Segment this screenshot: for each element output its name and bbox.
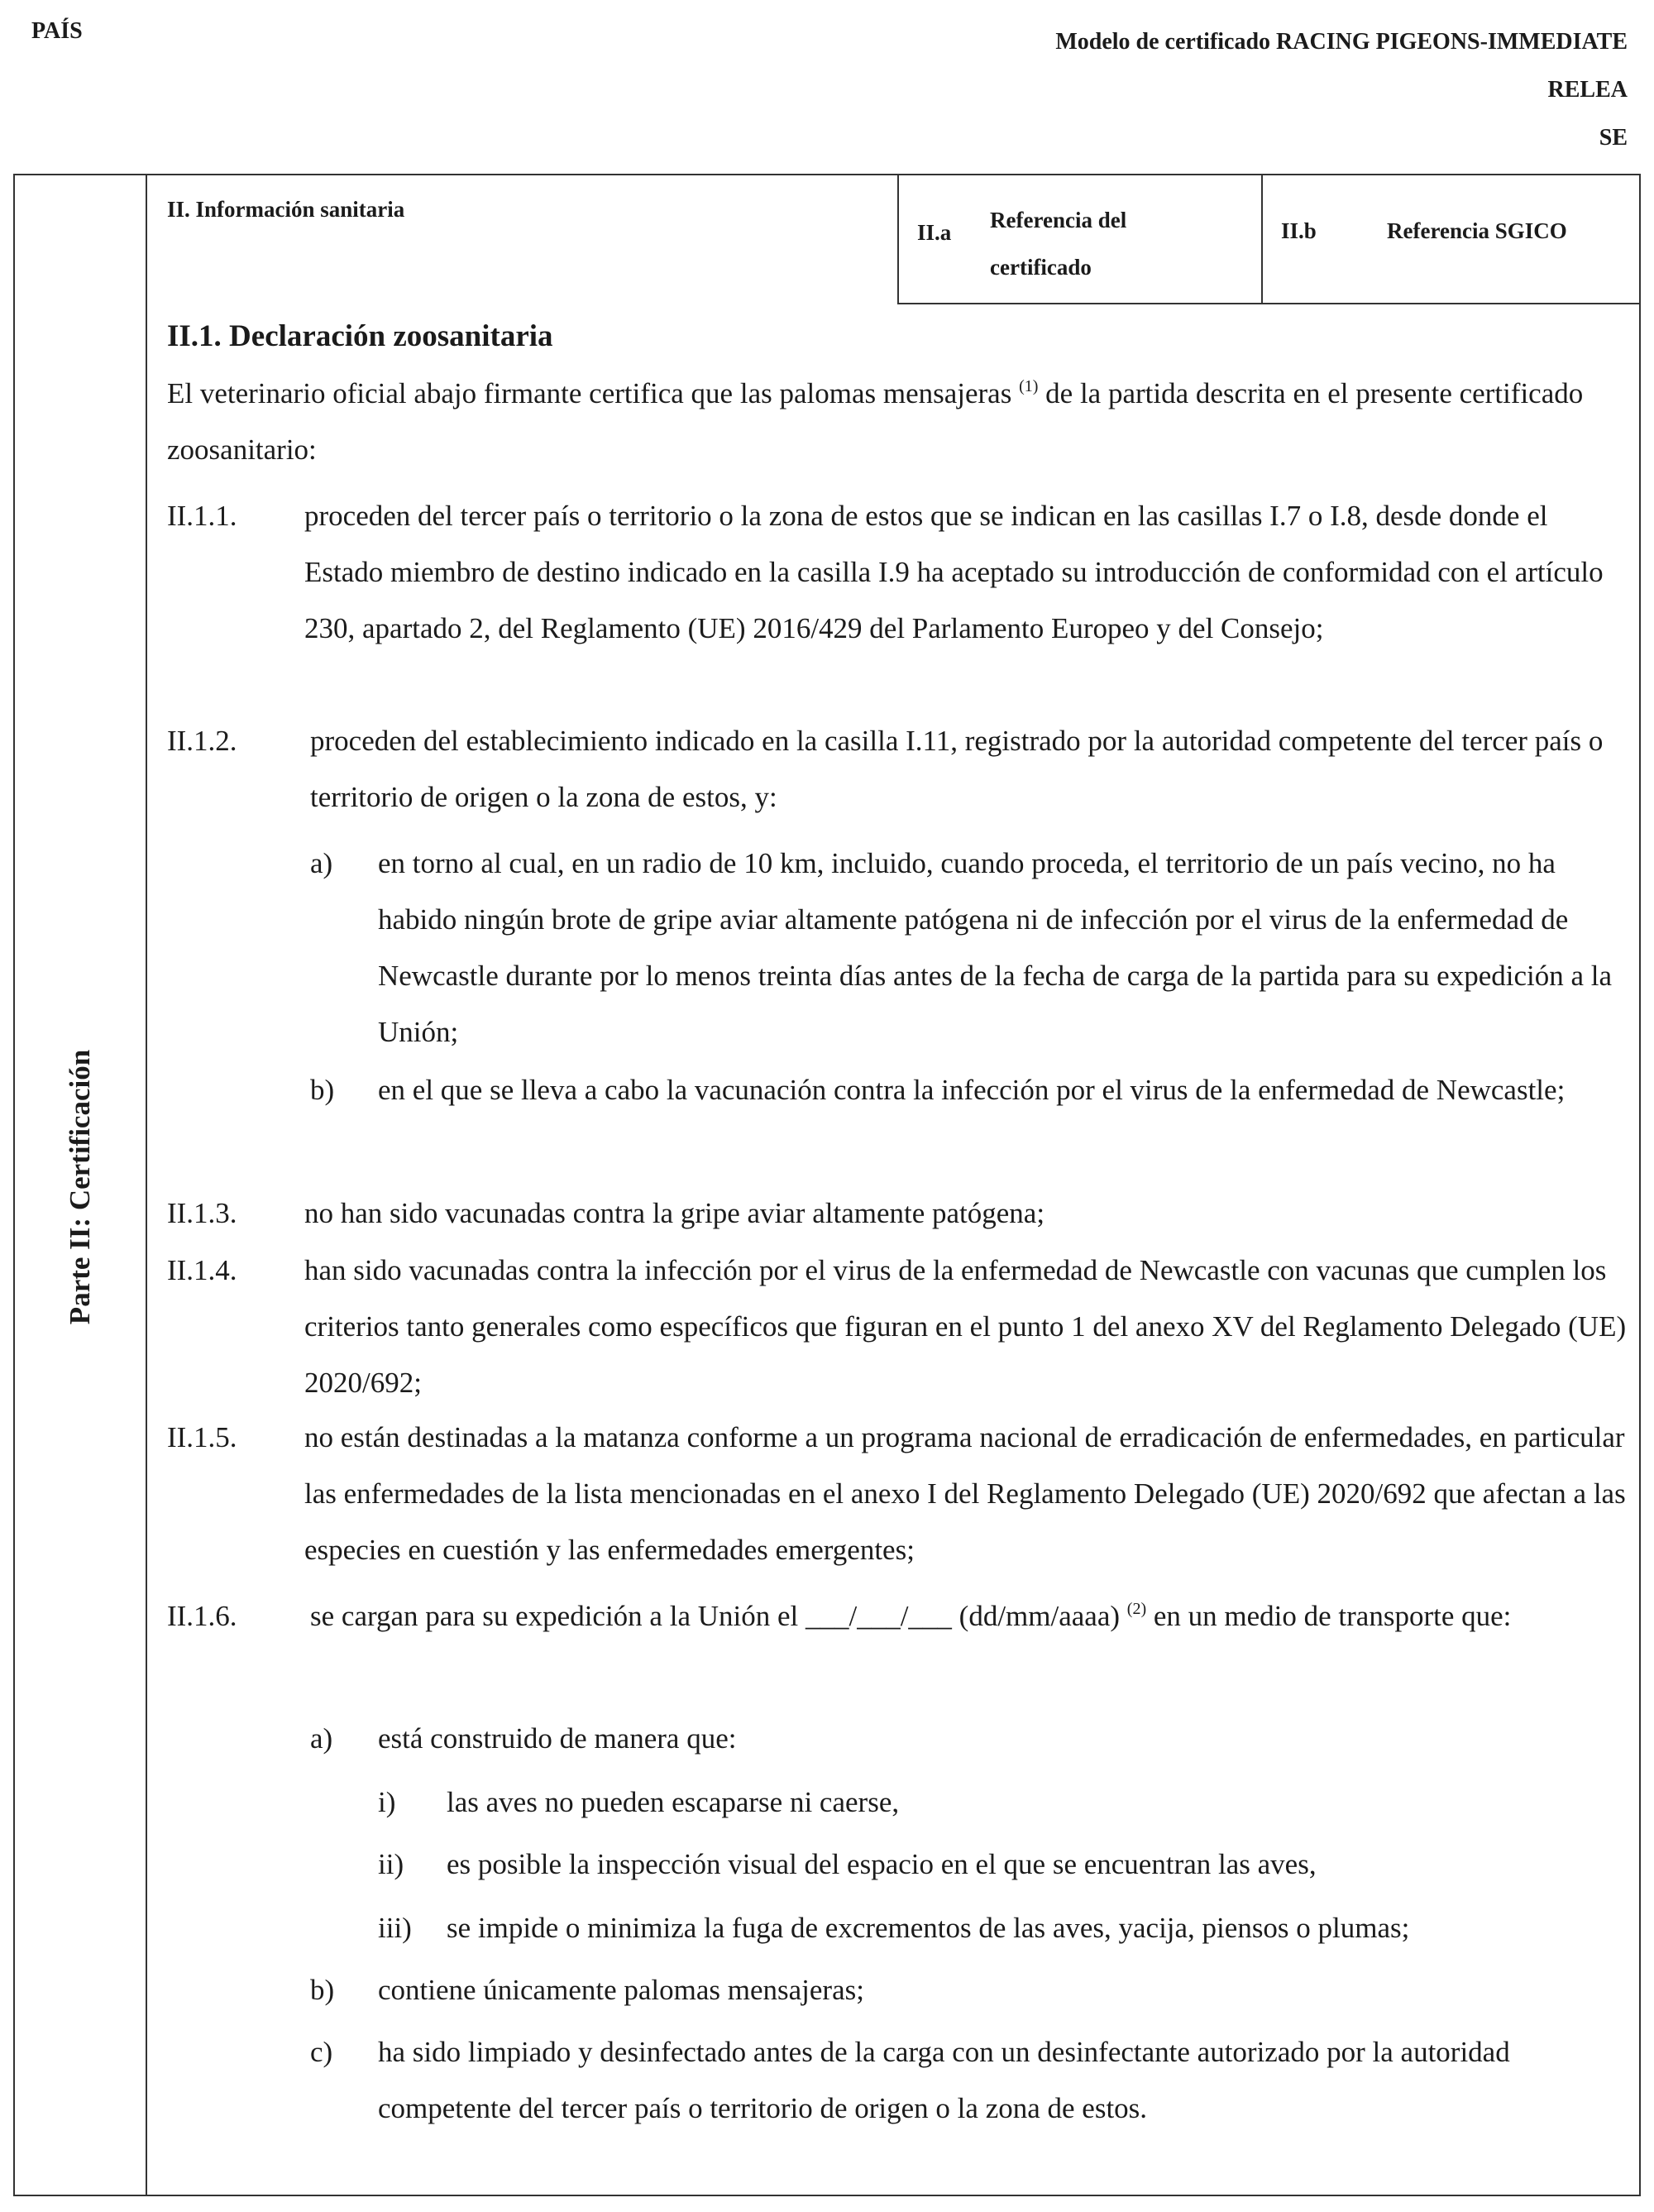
subsub-label: iii) [378,1912,412,1944]
intro-paragraph [167,366,1623,478]
sub-label: b) [310,1974,335,2006]
item-number: II.1.2. [167,725,237,757]
item-text: han sido vacunadas contra la infección por el virus de la enfermedad de Newcastle con vacunas que cumplen los criterios tanto generales como específicos que figuran en el punto 1 del anexo XV del Reglamento Delegado (UE) 2020/692; [304,1254,1627,1399]
item-text: no están destinadas a la matanza conforme a un programa nacional de erradicación de enfermedades, en particular las enfermedades de la lista mencionadas en el anexo I del Reglamento Delegado (UE) 2020/692 que afectan a las especies en cuestión y las enfermedades emergentes; [304,1421,1626,1566]
subsub-text: las aves no pueden escaparse ni caerse, [447,1786,900,1818]
item-number: II.1.5. [167,1421,237,1453]
intro-before: El veterinario oficial abajo firmante certifica que las palomas mensajeras [167,377,1020,409]
ref-b-code: II.b [1281,218,1317,243]
item-number: II.1.6. [167,1600,237,1632]
item-text: proceden del tercer país o territorio o la zona de estos que se indican en las casillas I.7 o I.8, desde donde el Estado miembro de destino indicado en la casilla I.9 ha aceptado su introducción de conformidad con el artículo 230, apartado 2, del Reglamento (UE) 2016/429 del Parlamento Europeo y del Consejo; [304,500,1604,644]
subsub-text: es posible la inspección visual del espacio en el que se encuentran las aves, [447,1848,1317,1880]
sub-label: a) [310,1722,333,1755]
item-text: no han sido vacunadas contra la gripe aviar altamente patógena; [304,1197,1045,1229]
model-line-3: SE [1599,125,1628,151]
model-line-2: RELEA [1547,77,1628,103]
sub-label: c) [310,2036,333,2068]
sub-text: en el que se lleva a cabo la vacunación contra la infección por el virus de la enfermedad de Newcastle; [378,1074,1566,1106]
item-number: II.1.3. [167,1197,237,1229]
item-text-before: se cargan para su expedición a la Unión el ___/___/___ (dd/mm/aaaa) [310,1600,1127,1632]
section-title: II.1. Declaración zoosanitaria [167,319,553,353]
country-label: PAÍS [31,18,83,44]
info-title: II. Información sanitaria [167,197,405,222]
subsub-text: se impide o minimiza la fuga de excrementos de las aves, yacija, piensos o plumas; [447,1912,1410,1944]
ref-a-text: Referencia del certificado [990,208,1127,280]
footnote-ref-1: (1) [1019,377,1039,395]
sub-label: b) [310,1074,335,1106]
item-text-after: en un medio de transporte que: [1146,1600,1512,1632]
reference-box-a [897,174,1263,304]
item-text [310,1588,1629,1645]
sub-text: ha sido limpiado y desinfectado antes de la carga con un desinfectante autorizado por la autoridad competente del tercer país o territorio de origen o la zona de estos. [378,2036,1510,2124]
item-number: II.1.1. [167,500,237,532]
item-text: proceden del establecimiento indicado en la casilla I.11, registrado por la autoridad competente del tercer país o territorio de origen o la zona de estos, y: [310,725,1604,813]
sub-label: a) [310,847,333,879]
sub-text: en torno al cual, en un radio de 10 km, incluido, cuando proceda, el territorio de un país vecino, no ha habido ningún brote de gripe aviar altamente patógena ni de infección por el virus de la enfermedad de Newcastle durante por lo menos treinta días antes de la fecha de carga de la partida para su expedición a la Unión; [378,847,1613,1048]
subsub-label: ii) [378,1848,404,1880]
model-line-1: Modelo de certificado RACING PIGEONS-IMMEDIATE [1055,29,1628,55]
intro-after: de la partida descrita en el presente certificado zoosanitario: [167,377,1584,466]
ref-a-code: II.a [917,220,952,245]
side-label: Parte II: Certificación [64,1049,96,1325]
subsub-label: i) [378,1786,396,1818]
model-header [883,18,1628,162]
footnote-ref-2: (2) [1126,1600,1147,1618]
ref-b-text: Referencia SGICO [1387,218,1567,243]
sub-text: está construido de manera que: [378,1722,737,1755]
sub-text: contiene únicamente palomas mensajeras; [378,1974,864,2006]
item-number: II.1.4. [167,1254,237,1286]
reference-box-b [1261,174,1641,304]
